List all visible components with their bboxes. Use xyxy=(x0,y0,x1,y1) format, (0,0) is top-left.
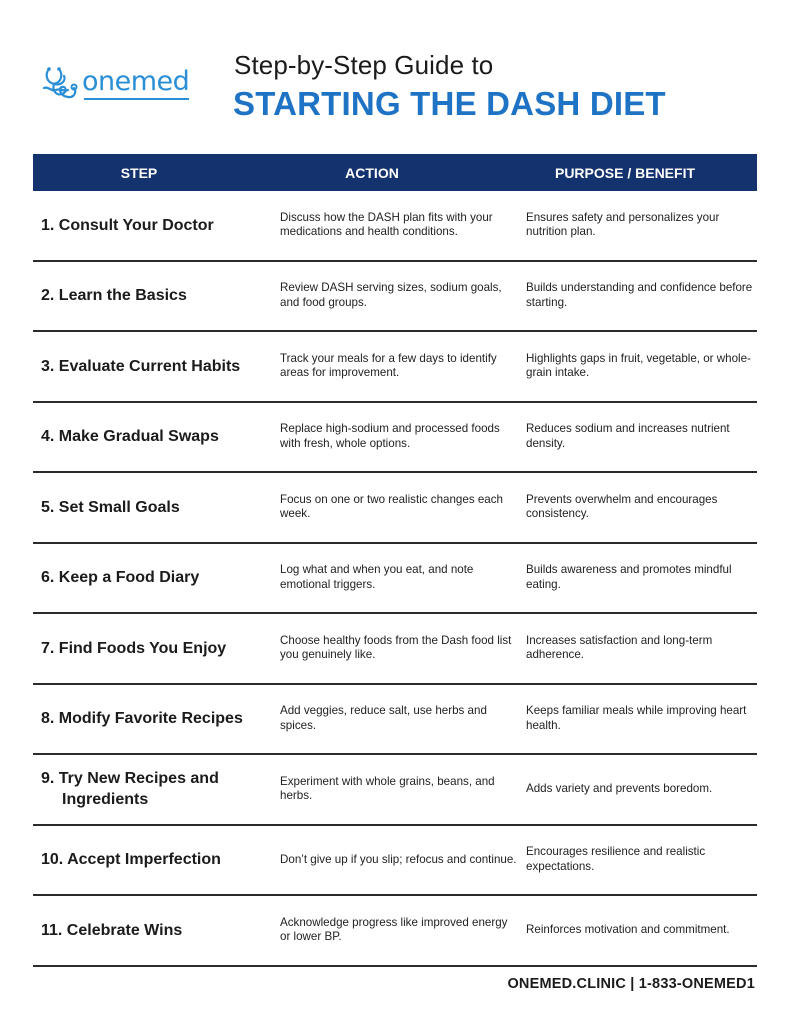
table-row xyxy=(33,262,757,333)
benefit-cell: Builds awareness and promotes mindful eating. xyxy=(526,563,732,591)
benefit-cell: Highlights gaps in fruit, vegetable, or whole-grain intake. xyxy=(526,351,751,380)
action-cell: Log what and when you eat, and note emotional triggers. xyxy=(280,563,474,591)
logo-wordmark: onemed xyxy=(82,68,189,100)
step-cell: 4. Make Gradual Swaps xyxy=(41,428,219,446)
step-cell xyxy=(33,768,280,810)
stethoscope-icon xyxy=(42,66,80,102)
step-cell: 5. Set Small Goals xyxy=(41,498,180,516)
action-cell: Discuss how the DASH plan fits with your medications and health conditions. xyxy=(280,210,493,239)
action-cell: Focus on one or two realistic changes each week. xyxy=(280,492,503,521)
table-row xyxy=(33,473,757,544)
benefit-cell: Prevents overwhelm and encourages consistency. xyxy=(526,492,718,521)
step-cell: 11. Celebrate Wins xyxy=(41,921,183,939)
benefit-cell: Ensures safety and personalizes your nutrition plan. xyxy=(526,210,720,239)
column-header-action: ACTION xyxy=(345,164,399,181)
table-row xyxy=(33,403,757,474)
table-row xyxy=(33,896,757,967)
benefit-cell: Adds variety and prevents boredom. xyxy=(526,782,713,795)
onemed-logo xyxy=(42,66,189,102)
dash-steps-table xyxy=(33,154,757,967)
action-cell: Add veggies, reduce salt, use herbs and spices. xyxy=(280,704,487,732)
action-cell: Experiment with whole grains, beans, and herbs. xyxy=(280,774,495,803)
column-header-benefit: PURPOSE / BENEFIT xyxy=(554,164,696,181)
table-row xyxy=(33,191,757,262)
benefit-cell: Reinforces motivation and commitment. xyxy=(526,923,730,936)
step-cell: 6. Keep a Food Diary xyxy=(41,569,200,587)
step-cell: 1. Consult Your Doctor xyxy=(41,216,214,234)
action-cell: Choose healthy foods from the Dash food list you genuinely like. xyxy=(280,633,512,662)
action-cell: Don’t give up if you slip; refocus and continue. xyxy=(280,852,517,866)
step-cell: 3. Evaluate Current Habits xyxy=(41,357,241,375)
step-cell: 10. Accept Imperfection xyxy=(41,851,221,869)
step-cell-line2: Ingredients xyxy=(62,791,149,809)
page-title: STARTING THE DASH DIET xyxy=(233,85,666,122)
table-header xyxy=(33,154,757,191)
benefit-cell: Increases satisfaction and long-term adherence. xyxy=(526,633,713,662)
table-row xyxy=(33,685,757,756)
table-row xyxy=(33,755,757,826)
action-cell: Review DASH serving sizes, sodium goals, and food groups. xyxy=(280,281,502,309)
table-row xyxy=(33,614,757,685)
benefit-cell: Builds understanding and confidence before starting. xyxy=(526,281,753,309)
action-cell: Acknowledge progress like improved energy or lower BP. xyxy=(280,915,508,944)
table-row xyxy=(33,826,757,897)
step-cell: 8. Modify Favorite Recipes xyxy=(41,710,243,728)
footer-contact: ONEMED.CLINIC | 1-833-ONEMED1 xyxy=(507,976,755,992)
benefit-cell: Keeps familiar meals while improving heart health. xyxy=(526,704,747,732)
benefit-cell: Encourages resilience and realistic expectations. xyxy=(526,845,706,873)
table-row xyxy=(33,332,757,403)
column-header-step: STEP xyxy=(120,164,158,181)
page-subtitle: Step-by-Step Guide to xyxy=(234,50,494,80)
step-cell: 7. Find Foods You Enjoy xyxy=(41,639,227,657)
table-row xyxy=(33,544,757,615)
step-cell-line1: 9. Try New Recipes and xyxy=(41,770,219,788)
benefit-cell: Reduces sodium and increases nutrient density. xyxy=(526,422,730,450)
action-cell: Track your meals for a few days to identify areas for improvement. xyxy=(280,351,497,380)
step-cell: 2. Learn the Basics xyxy=(41,287,187,305)
action-cell: Replace high-sodium and processed foods with fresh, whole options. xyxy=(280,422,500,450)
